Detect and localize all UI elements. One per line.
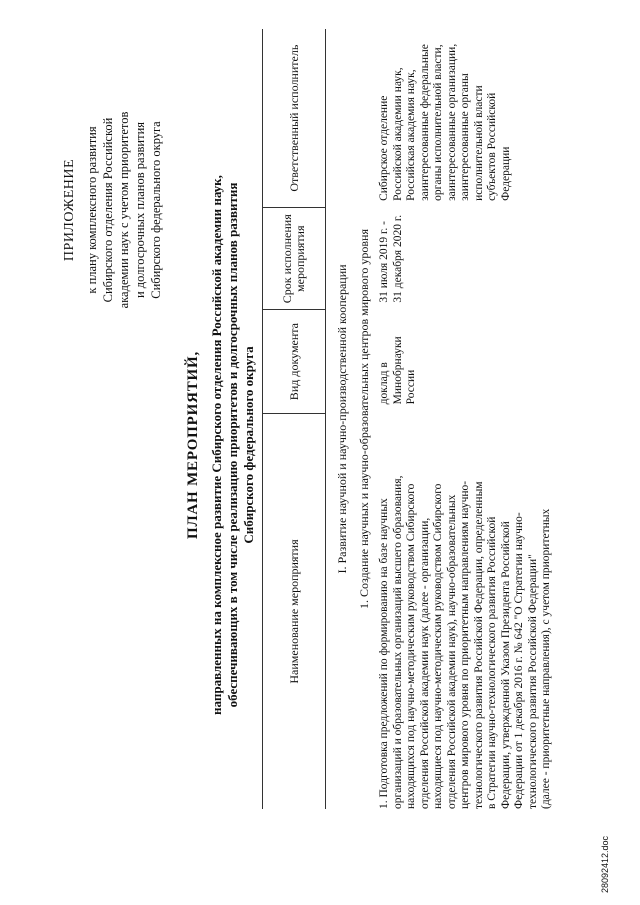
document-code: 28092412.doc [600,835,610,893]
row-name-line: технологического развития Российской Федерации, определенным [472,481,485,809]
row-executor-line: Российской академии наук, [391,67,404,201]
row-doc-type-line: доклад в [378,362,390,405]
column-header-deadline: Срок исполнения мероприятия [263,207,325,309]
row-executor-cell [378,29,554,209]
row-name-line: технологического развития Российской Федерации" [526,554,539,809]
row-executor-line: заинтересованные федеральные [418,44,431,201]
plan-subtitle-line: направленных на комплексное развитие Сибирского отделения Российской академии наук, [209,175,224,715]
row-executor-line: заинтересованные организации, [445,43,458,201]
appendix-line: и долгосрочных планов развития [133,121,147,299]
row-name-line: 1. Подготовка предложений по формированию на базе научных [378,498,390,809]
table-row [378,29,554,809]
row-executor-line: субъектов Российской [486,92,498,201]
row-name-line: находящиеся под научно-методическим руководством Сибирского [432,483,444,809]
row-executor-line: Сибирское отделение [378,95,390,201]
column-header-name: Наименование мероприятия [263,413,325,809]
appendix-line: к плану комплексного развития [85,126,99,294]
row-doc-type-cell [378,309,554,413]
appendix-block [62,75,164,345]
row-deadline-line: 31 июля 2019 г. - [378,221,390,303]
row-name-line: находящихся под научно-методическим руководством Сибирского [405,483,417,809]
row-executor-line: исполнительной власти [472,85,485,201]
row-deadline-cell [378,209,554,309]
row-doc-type-line: России [405,369,417,405]
row-name-cell [378,412,554,809]
row-executor-line: органы исполнительной власти, [432,44,444,201]
column-header-doc-type: Вид документа [263,309,325,413]
row-doc-type-line: Минобрнауки [391,336,404,405]
plan-subtitle-line: обеспечивающих в том числе реализацию приоритетов и долгосрочных планов развития [225,182,240,708]
row-name-line: отделения Российской академии наук), научно-образовательных [445,494,458,809]
appendix-line: академии наук с учетом приоритетов [117,111,131,309]
appendix-line: Сибирского отделения Российской [101,117,115,303]
row-executor-line: заинтересованные органы [459,73,471,201]
section-heading: I. Развитие научной и научно-производственной кооперации [335,264,349,574]
row-name-line: Федерации, утвержденной Указом Президента Российской [499,521,512,809]
row-executor-line: Федерации [499,146,512,201]
plan-subtitle-line: Сибирского федерального округа [241,346,256,544]
column-header-executor: Ответственный исполнитель [286,44,301,192]
row-name-line: центров мирового уровня по приоритетным направлениям научно- [459,480,471,809]
row-name-line: отделения Российской академии наук (далее - организации, [418,517,431,809]
row-name-line: (далее - приоритетные направления), с учетом приоритетных [540,508,552,809]
plan-title-block [185,135,257,755]
subsection-heading: 1. Создание научных и научно-образовательных центров мирового уровня [357,229,371,609]
appendix-title: ПРИЛОЖЕНИЕ [62,158,77,262]
table-header [262,29,326,809]
row-name-line: в Стратегии научно-технологического развития Российской [486,516,498,809]
row-name-line: Федерации от 1 декабря 2016 г. № 642 "О Стратегии научно- [513,512,525,809]
row-deadline-line: 31 декабря 2020 г. [391,214,404,303]
row-name-line: организаций и образовательных организаций высшего образования, [391,475,404,809]
appendix-line: Сибирского федерального округа [149,121,163,299]
row-executor-line: Российская академия наук, [405,69,417,201]
plan-title: ПЛАН МЕРОПРИЯТИЙ, [185,350,201,540]
